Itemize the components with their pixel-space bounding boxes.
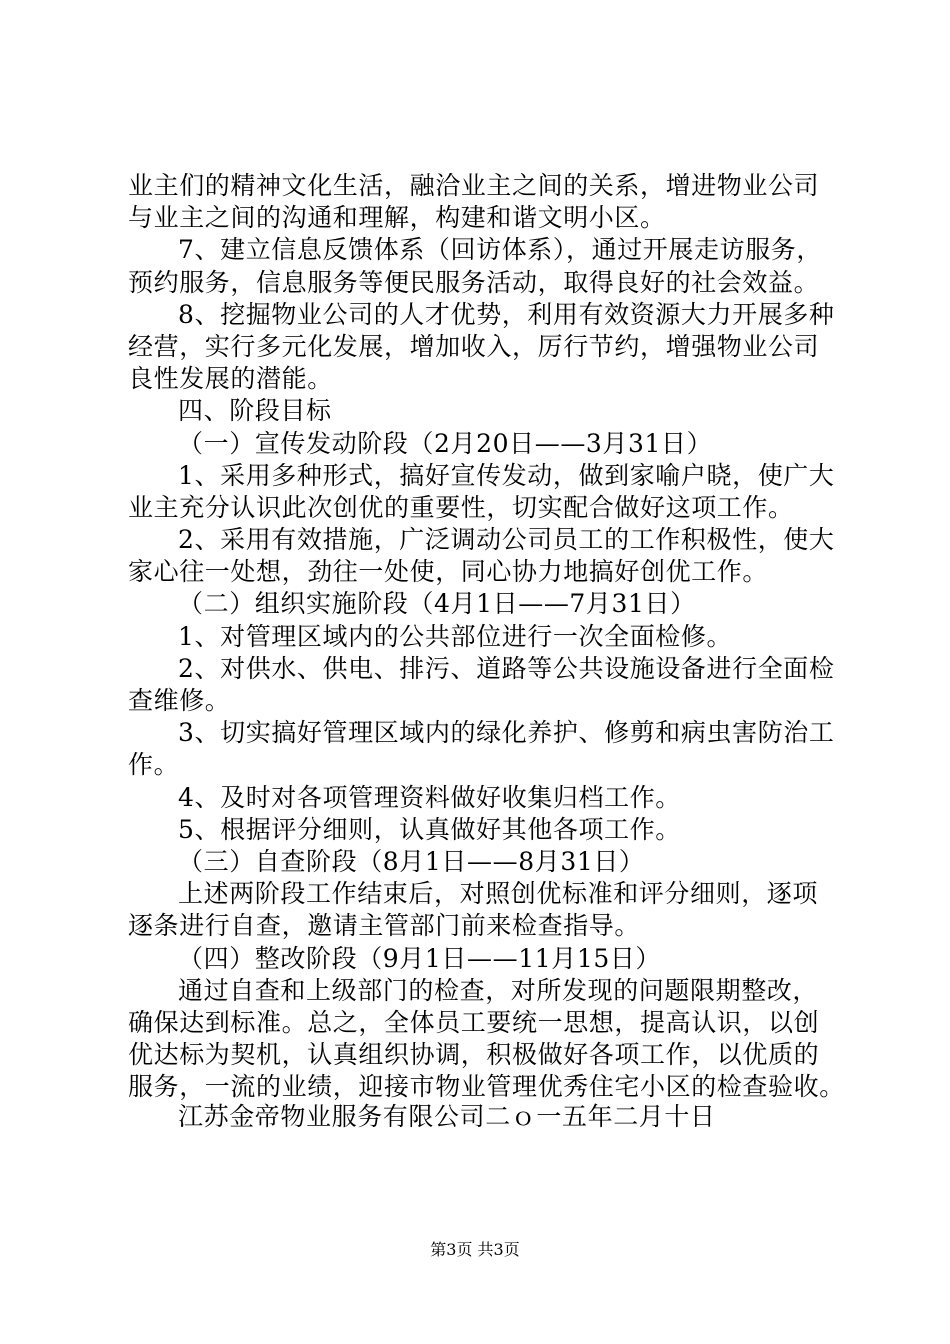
paragraph-line: 3、切实搞好管理区域内的绿化养护、修剪和病虫害防治工 (178, 718, 835, 748)
stage-heading: （三）自查阶段（8月1日——8月31日） (178, 846, 645, 876)
stage-heading: （二）组织实施阶段（4月1日——7月31日） (178, 589, 696, 619)
paragraph-line: 查维修。 (128, 686, 231, 715)
paragraph-line: 2、对供水、供电、排污、道路等公共设施设备进行全面检 (178, 653, 835, 683)
paragraph-line: 业主充分认识此次创优的重要性，切实配合做好这项工作。 (128, 492, 794, 522)
paragraph-line: 5、根据评分细则，认真做好其他各项工作。 (178, 814, 681, 844)
paragraph-line: 优达标为契机，认真组织协调，积极做好各项工作，以优质的 (128, 1040, 820, 1070)
paragraph-line: 通过自查和上级部门的检查，对所发现的问题限期整改， (178, 975, 819, 1005)
paragraph-line: 4、及时对各项管理资料做好收集归档工作。 (178, 782, 681, 812)
page-footer: 第3页 共3页 (430, 1240, 520, 1259)
paragraph-line: 7、建立信息反馈体系（回访体系），通过开展走访服务， (178, 235, 823, 265)
paragraph-line: 上述两阶段工作结束后，对照创优标准和评分细则，逐项 (178, 879, 819, 909)
paragraph-line: 服务，一流的业绩，迎接市物业管理优秀住宅小区的检查验收。 (128, 1072, 845, 1102)
paragraph-line: 1、采用多种形式，搞好宣传发动，做到家喻户晓，使广大 (178, 460, 835, 490)
stage-heading: （一）宣传发动阶段（2月20日——3月31日） (178, 428, 713, 458)
paragraph-line: 良性发展的潜能。 (128, 364, 333, 394)
stage-heading: （四）整改阶段（9月1日——11月15日） (178, 943, 662, 973)
paragraph-line: 2、采用有效措施，广泛调动公司员工的工作积极性，使大 (178, 525, 835, 555)
paragraph-line: 业主们的精神文化生活，融洽业主之间的关系，增进物业公司 (128, 171, 820, 200)
section-heading: 四、阶段目标 (178, 396, 332, 426)
paragraph-line: 预约服务，信息服务等便民服务活动，取得良好的社会效益。 (128, 267, 820, 297)
signature-line: 江苏金帝物业服务有限公司二ｏ一五年二月十日 (178, 1102, 716, 1131)
paragraph-line: 作。 (128, 750, 180, 780)
paragraph-line: 逐条进行自查，邀请主管部门前来检查指导。 (128, 911, 641, 941)
paragraph-line: 8、挖掘物业公司的人才优势，利用有效资源大力开展多种 (178, 299, 835, 329)
paragraph-line: 确保达到标准。总之，全体员工要统一思想，提高认识，以创 (128, 1007, 820, 1037)
paragraph-line: 家心往一处想，劲往一处使，同心协力地搞好创优工作。 (128, 557, 769, 587)
paragraph-line: 与业主之间的沟通和理解，构建和谐文明小区。 (128, 203, 666, 233)
paragraph-line: 经营，实行多元化发展，增加收入，厉行节约，增强物业公司 (128, 331, 820, 361)
paragraph-line: 1、对管理区域内的公共部位进行一次全面检修。 (178, 621, 733, 651)
document-body (128, 170, 845, 1103)
